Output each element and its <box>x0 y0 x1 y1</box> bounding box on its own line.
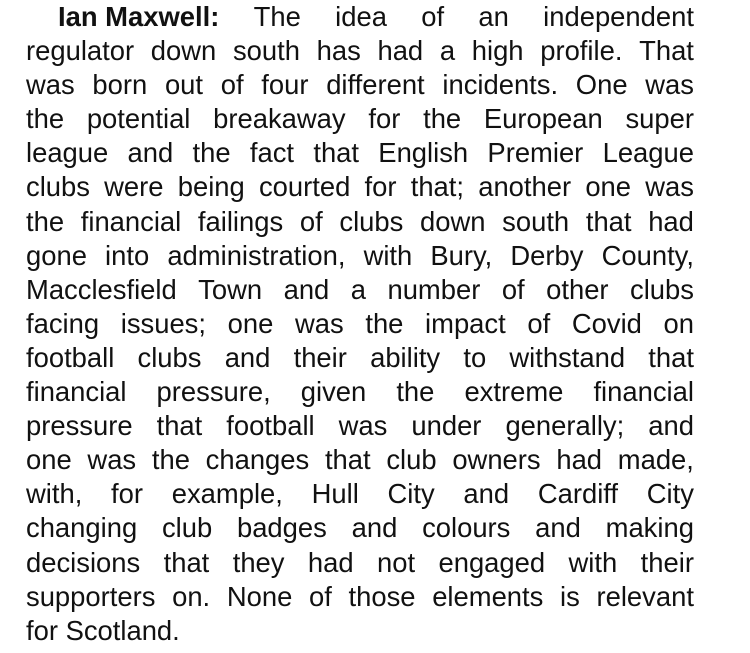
word: of <box>501 273 525 305</box>
word: profile. <box>540 35 623 67</box>
word: a <box>350 273 366 305</box>
word: given <box>300 376 367 408</box>
word: Covid <box>571 307 642 339</box>
word: supporters <box>26 580 156 612</box>
paragraph-line <box>26 0 694 34</box>
word: courted <box>258 171 351 203</box>
word: out <box>164 69 204 101</box>
word: the <box>26 205 65 237</box>
word: football <box>26 341 115 373</box>
word: and <box>127 137 174 169</box>
word: were <box>104 171 164 203</box>
word: facing <box>26 307 100 339</box>
word: under <box>411 410 482 442</box>
word: withstand <box>509 341 626 373</box>
paragraph-line <box>26 170 694 204</box>
word: Premier <box>487 137 584 169</box>
word: issues; <box>120 307 206 339</box>
paragraph-line <box>26 34 694 68</box>
word: Hull <box>311 478 359 510</box>
word: City <box>646 478 694 510</box>
word: financial <box>26 376 127 408</box>
word: was <box>338 410 388 442</box>
word: a <box>439 35 456 67</box>
word: on. <box>172 580 211 612</box>
word: the <box>365 307 404 339</box>
word: independent <box>543 1 694 32</box>
word: has <box>316 35 361 67</box>
word: and <box>224 341 271 373</box>
word: Derby <box>510 239 584 271</box>
word: One <box>575 69 628 101</box>
word: that <box>585 205 632 237</box>
word: Town <box>198 273 263 305</box>
word: of <box>220 69 244 101</box>
word: had <box>307 546 354 578</box>
word: those <box>348 580 416 612</box>
word: That <box>639 35 694 67</box>
word: the <box>396 376 435 408</box>
word: being <box>177 171 245 203</box>
paragraph-line <box>26 307 694 341</box>
word: owners <box>452 444 541 476</box>
word: that; <box>410 171 465 203</box>
word: None <box>226 580 293 612</box>
word: down <box>150 35 217 67</box>
word: Bury, <box>430 239 493 271</box>
word: football <box>226 410 315 442</box>
paragraph-line <box>26 546 694 580</box>
word: pressure <box>26 410 133 442</box>
word: idea <box>335 1 387 32</box>
word: example, <box>171 478 283 510</box>
word: and <box>351 512 398 544</box>
word: and <box>283 273 330 305</box>
word: is <box>560 580 580 612</box>
word: not <box>377 546 416 578</box>
word: super <box>625 103 694 135</box>
word: administration, <box>167 239 346 271</box>
paragraph-line <box>26 102 694 136</box>
paragraph-line <box>26 136 694 170</box>
word: that <box>648 341 694 373</box>
word: to <box>463 341 487 373</box>
word: County, <box>601 239 694 271</box>
word: incidents. <box>442 69 559 101</box>
word: south <box>502 205 570 237</box>
word: club <box>386 444 437 476</box>
word: financial <box>593 376 694 408</box>
word: with <box>363 239 413 271</box>
word: the <box>26 103 65 135</box>
word: that <box>324 444 371 476</box>
word: European <box>483 103 603 135</box>
word: had <box>648 205 694 237</box>
word: one <box>227 307 274 339</box>
paragraph-line <box>26 375 694 409</box>
word: was <box>645 171 694 203</box>
word: that <box>313 137 360 169</box>
word: potential <box>86 103 191 135</box>
word: Macclesfield <box>26 273 177 305</box>
word: made, <box>617 444 694 476</box>
word: and <box>463 478 510 510</box>
word: changes <box>205 444 310 476</box>
paragraph-line <box>26 614 694 648</box>
word: changing <box>26 512 138 544</box>
word: badges <box>236 512 327 544</box>
word: League <box>602 137 694 169</box>
word: generally; <box>505 410 625 442</box>
paragraph-line <box>26 273 694 307</box>
word: on <box>663 307 694 339</box>
word: had <box>556 444 603 476</box>
word: of <box>309 580 332 612</box>
word: of <box>421 1 445 32</box>
word: the <box>423 103 462 135</box>
word: impact <box>425 307 506 339</box>
paragraph-line <box>26 341 694 375</box>
word: extreme <box>464 376 564 408</box>
word: clubs <box>339 205 404 237</box>
word: elements <box>432 580 544 612</box>
word: pressure, <box>156 376 271 408</box>
word: down <box>420 205 486 237</box>
word: four <box>261 69 309 101</box>
word: English <box>378 137 469 169</box>
transcript-paragraph <box>26 0 694 648</box>
word: one <box>26 444 72 476</box>
word: that <box>156 410 203 442</box>
word: another <box>478 171 572 203</box>
word: for <box>368 103 401 135</box>
word: different <box>326 69 425 101</box>
word: clubs <box>26 171 90 203</box>
word: other <box>546 273 609 305</box>
paragraph-line <box>26 239 694 273</box>
word: making <box>605 512 694 544</box>
word: Cardiff <box>537 478 619 510</box>
paragraph-line <box>26 580 694 614</box>
word: fact <box>249 137 295 169</box>
word: City <box>387 478 435 510</box>
word: clubs <box>630 273 694 305</box>
word: and <box>648 410 694 442</box>
word: they <box>232 546 285 578</box>
word: engaged <box>438 546 546 578</box>
word: of <box>527 307 551 339</box>
word: their <box>293 341 347 373</box>
word: failings <box>197 205 284 237</box>
word: financial <box>80 205 182 237</box>
word: an <box>478 1 509 32</box>
paragraph-line <box>26 409 694 443</box>
word: the <box>192 137 231 169</box>
word: south <box>232 35 300 67</box>
paragraph-line <box>26 443 694 477</box>
word: league <box>26 137 109 169</box>
word: their <box>640 546 694 578</box>
word: was <box>26 69 75 101</box>
word: regulator <box>26 35 135 67</box>
word: one <box>585 171 632 203</box>
word: number <box>387 273 481 305</box>
word: that <box>163 546 210 578</box>
word: relevant <box>596 580 694 612</box>
paragraph-line <box>26 511 694 545</box>
speaker-name: Ian Maxwell: <box>58 1 220 32</box>
word: into <box>105 239 150 271</box>
word: colours <box>422 512 511 544</box>
word: The <box>253 1 301 32</box>
paragraph-line <box>26 205 694 239</box>
word: for <box>364 171 397 203</box>
word: had <box>377 35 424 67</box>
word: breakaway <box>213 103 346 135</box>
word: with, <box>26 478 83 510</box>
word: with <box>568 546 618 578</box>
paragraph-line <box>26 477 694 511</box>
word: for <box>111 478 144 510</box>
word: the <box>151 444 190 476</box>
paragraph-line <box>26 68 694 102</box>
word: gone <box>26 239 87 271</box>
word: born <box>92 69 148 101</box>
word: of <box>299 205 323 237</box>
word: was <box>645 69 694 101</box>
word: was <box>87 444 137 476</box>
word: clubs <box>137 341 202 373</box>
word: was <box>294 307 344 339</box>
word: and <box>535 512 581 544</box>
word: club <box>161 512 213 544</box>
word: high <box>471 35 524 67</box>
line-text: for Scotland. <box>26 614 180 646</box>
word: ability <box>370 341 441 373</box>
word: decisions <box>26 546 141 578</box>
